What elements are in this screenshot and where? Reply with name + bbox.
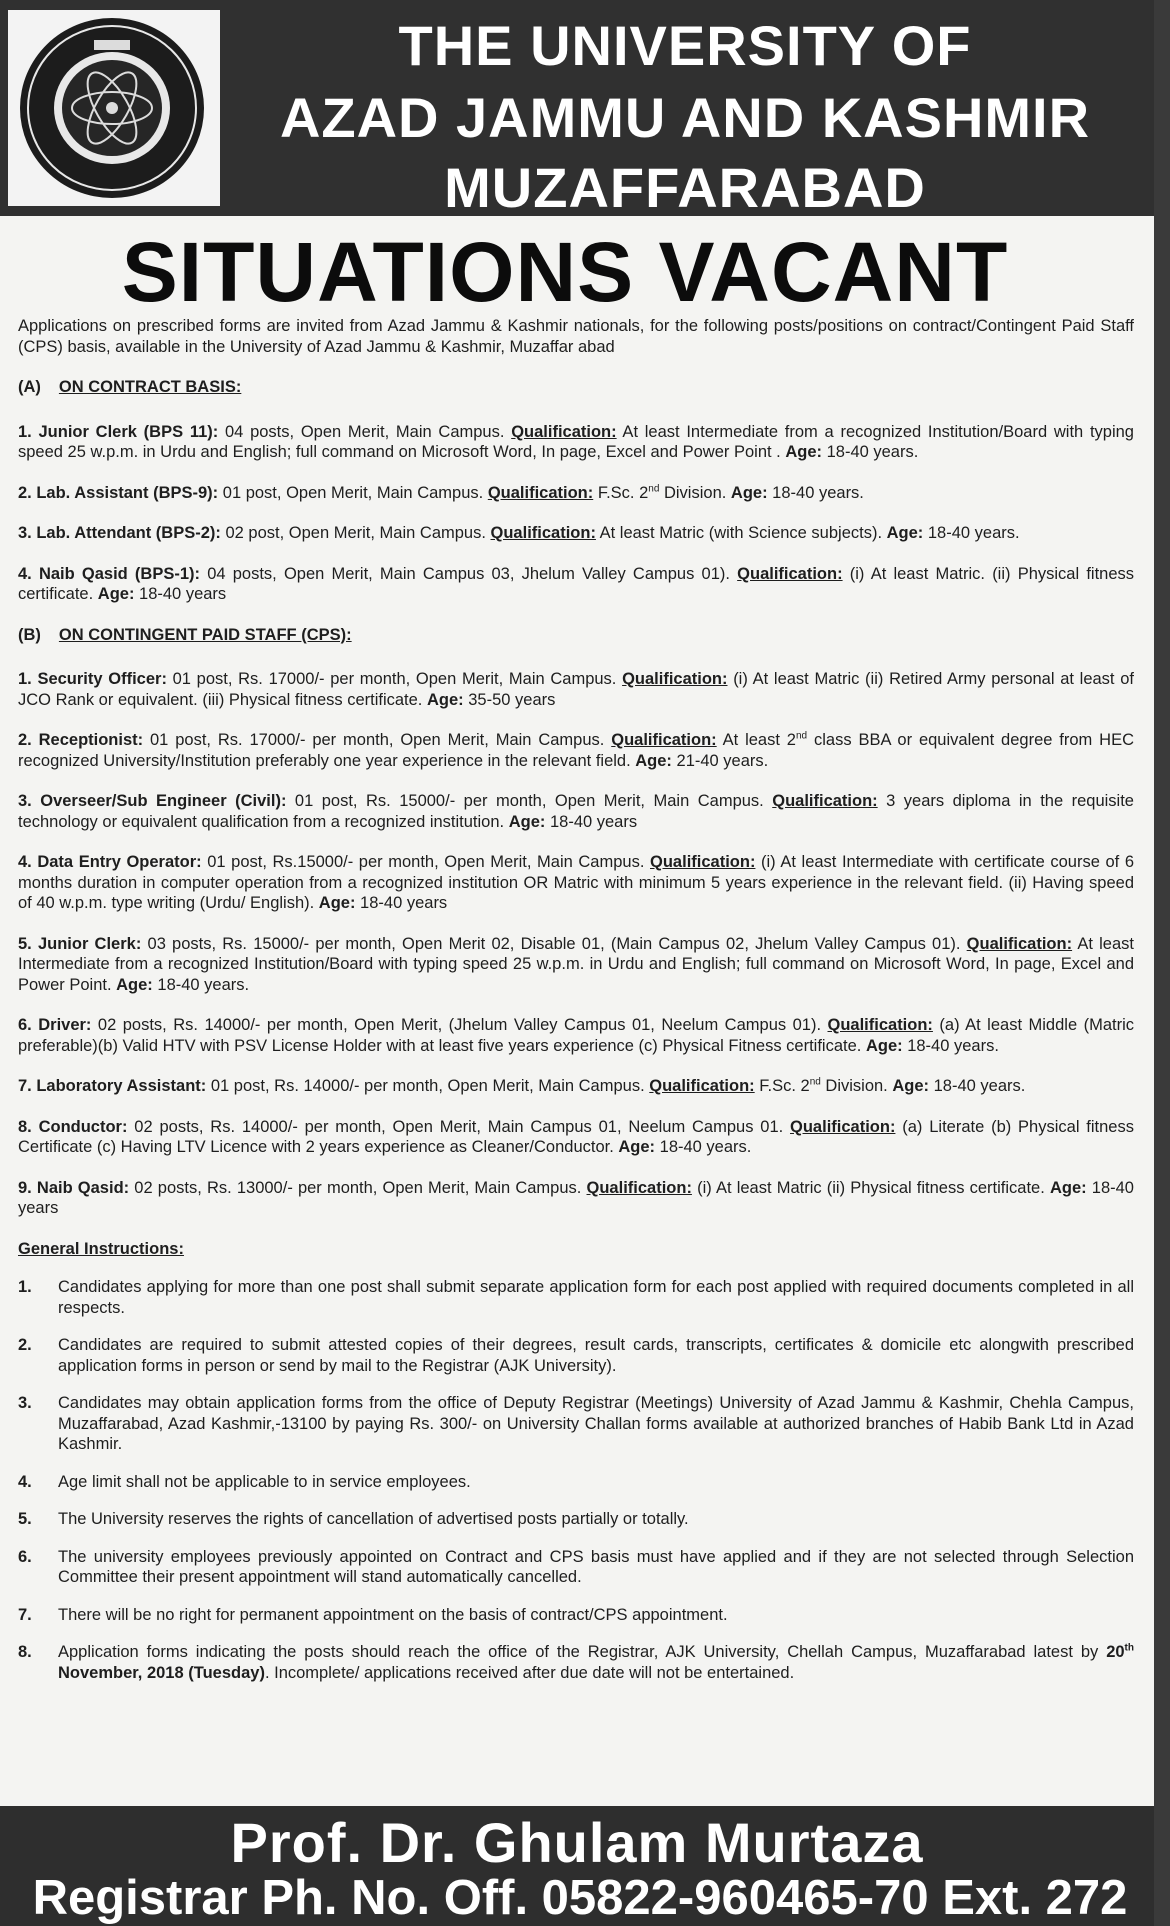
post-title: 1. Security Officer: [18, 670, 167, 688]
instruction-number: 1. [18, 1278, 32, 1296]
post-title: 9. Naib Qasid: [18, 1178, 130, 1197]
contract-post-item [18, 523, 1134, 544]
instruction-text: The university employees previously appointed on Contract and CPS basis must have applied and if they are not selected through Selection Committee their present appointment will stand automatically cancelled. [58, 1547, 1134, 1586]
instruction-text-post: . Incomplete/ applications received after due date will not be entertained. [264, 1663, 795, 1682]
page-edge [1154, 0, 1170, 1926]
age-label: Age: [730, 483, 768, 502]
contract-post-item [18, 422, 1134, 463]
header-line-azad-jammu-kashmir: AZAD JAMMU AND KASHMIR [279, 86, 1091, 149]
age-limit: 18-40 years. [152, 975, 250, 994]
post-details: 01 post, Rs. 17000/- per month, Open Merit, Main Campus. [143, 731, 612, 749]
post-details: 02 posts, Rs. 13000/- per month, Open Merit, Main Campus. [129, 1178, 587, 1197]
qualification-label: Qualification: [966, 934, 1073, 953]
post-title: 2. Lab. Assistant (BPS-9): [18, 483, 219, 502]
post-title: 5. Junior Clerk: [18, 934, 142, 953]
intro-paragraph: Applications on prescribed forms are invited from Azad Jammu & Kashmir nationals, for the following posts/positions on contract/Contingent Paid Staff (CPS) basis, available in the University of Azad Jammu & Kashmir, Muzaffar abad [18, 317, 1134, 356]
contract-post-item [18, 483, 1134, 504]
qualification-label: Qualification: [511, 422, 617, 441]
post-title: 4. Naib Qasid (BPS-1): [18, 564, 201, 583]
page-title: SITUATIONS VACANT [121, 225, 1009, 319]
qualification-text: (i) At least Matric (ii) Retired Army personal at least of JCO Rank or equivalent. (iii) Physical fitness certificate. [18, 670, 1134, 709]
qualification-text: At least 2nd class BBA or equivalent degree from HEC recognized University/Institution preferably one year experience in the relevant field. [18, 730, 1134, 770]
header-banner [0, 0, 1154, 219]
section-a-label: (A) [18, 378, 41, 396]
qualification-label: Qualification: [490, 524, 596, 542]
qualification-label: Qualification: [487, 483, 594, 502]
qualification-text: F.Sc. 2nd Division. [754, 1076, 893, 1095]
instruction-item [18, 1605, 1134, 1626]
university-logo [8, 10, 220, 206]
age-limit: 18-40 years [134, 585, 227, 603]
age-limit: 18-40 years [355, 894, 448, 912]
age-label: Age: [116, 975, 153, 994]
instruction-text: Candidates may obtain application forms from the office of Deputy Registrar (Meetings) University of Azad Jammu & Kashmir, Chehla Campus, Muzaffarabad, Azad Kashmir,-13100 by paying Rs. 300/- on University Challan forms available at authorized branches of Habib Bank Ltd in Azad Kashmir. [58, 1394, 1134, 1453]
age-label: Age: [426, 690, 464, 709]
section-b-title: ON CONTINGENT PAID STAFF (CPS): [58, 625, 352, 644]
qualification-label: Qualification: [649, 1077, 755, 1095]
post-title: 2. Receptionist: [18, 731, 144, 749]
post-title: 7. Laboratory Assistant: [18, 1077, 207, 1095]
qualification-label: Qualification: [737, 564, 843, 583]
qualification-label: Qualification: [611, 731, 717, 749]
instruction-text: The University reserves the rights of cancellation of advertised posts partially or totally. [58, 1510, 689, 1528]
instruction-text: Candidates are required to submit attested copies of their degrees, result cards, transcripts, certificates & domicile etc alongwith prescribed application forms in person or send by mail to the Registrar (AJK University). [58, 1336, 1134, 1375]
university-seal-icon [8, 10, 220, 206]
age-limit: 18-40 years. [902, 1036, 999, 1055]
general-instructions-heading: General Instructions: [18, 1239, 184, 1258]
post-details: 01 post, Open Merit, Main Campus. [218, 483, 488, 502]
post-details: 03 posts, Rs. 15000/- per month, Open Merit 02, Disable 01, (Main Campus 02, Jhelum Valley Campus 01). [141, 934, 967, 953]
instruction-number: 7. [18, 1605, 32, 1624]
instruction-number: 2. [18, 1336, 32, 1354]
post-details: 02 posts, Rs. 14000/- per month, Open Merit, (Jhelum Valley Campus 01, Neelum Campus 01). [91, 1016, 828, 1034]
instruction-item [18, 1277, 1134, 1318]
instruction-item [18, 1547, 1134, 1588]
age-label: Age: [886, 524, 924, 542]
section-a-title: ON CONTRACT BASIS: [58, 378, 242, 396]
age-limit: 18-40 years. [655, 1138, 752, 1156]
post-details: 01 post, Rs.15000/- per month, Open Merit, Main Campus. [201, 853, 651, 871]
instruction-item [18, 1472, 1134, 1493]
instruction-text [58, 1642, 1134, 1683]
post-details: 04 posts, Open Merit, Main Campus. [218, 422, 512, 441]
post-details: 01 post, Rs. 15000/- per month, Open Merit, Main Campus. [286, 792, 773, 810]
age-limit: 18-40 years. [767, 483, 864, 502]
post-details: 02 post, Open Merit, Main Campus. [220, 524, 491, 542]
qualification-label: Qualification: [772, 792, 878, 810]
registrar-contact: Registrar Ph. No. Off. 05822-960465-70 Ext. 272 [32, 1871, 1128, 1925]
post-title: 3. Overseer/Sub Engineer (Civil): [18, 792, 287, 810]
age-label: Age: [865, 1036, 903, 1055]
post-details: 02 posts, Rs. 14000/- per month, Open Merit, Main Campus 01, Neelum Campus 01. [127, 1117, 791, 1136]
instruction-text-pre: Application forms indicating the posts should reach the office of the Registrar, AJK University, Chellah Campus, Muzaffarabad latest by [58, 1643, 1107, 1661]
qualification-label: Qualification: [650, 853, 756, 871]
age-label: Age: [618, 1138, 656, 1156]
footer-banner [0, 1806, 1154, 1926]
instruction-text: Age limit shall not be applicable to in service employees. [58, 1472, 471, 1491]
qualification-text: (i) At least Matric (ii) Physical fitness certificate. [691, 1178, 1050, 1197]
cps-post-item [18, 934, 1134, 996]
cps-post-item [18, 1178, 1134, 1219]
age-label: Age: [785, 443, 823, 461]
age-limit: 18-40 years. [929, 1077, 1026, 1095]
age-limit: 18-40 years. [822, 443, 919, 461]
instruction-item [18, 1393, 1134, 1455]
contract-post-item [18, 564, 1134, 605]
section-b-heading [18, 625, 1134, 646]
post-title: 1. Junior Clerk (BPS 11): [18, 422, 219, 441]
qualification-text: 3 years diploma in the requisite technology or equivalent qualification from a recognized institution. [18, 792, 1134, 831]
age-label: Age: [635, 751, 672, 770]
advert-body [18, 316, 1134, 1700]
instruction-number: 3. [18, 1394, 32, 1412]
cps-post-item [18, 1117, 1134, 1158]
post-title: 6. Driver: [18, 1016, 92, 1034]
age-label: Age: [97, 585, 135, 603]
qualification-text: F.Sc. 2nd Division. [593, 483, 731, 502]
cps-post-item [18, 852, 1134, 914]
instruction-item [18, 1335, 1134, 1376]
qualification-text: (a) Literate (b) Physical fitness Certificate (c) Having LTV Licence with 2 years experience as Cleaner/Conductor. [18, 1117, 1134, 1156]
age-limit: 18-40 years [545, 812, 638, 831]
instruction-text: Candidates applying for more than one post shall submit separate application form for each post applied with required documents completed in all respects. [58, 1278, 1134, 1317]
header-line-muzaffarabad: MUZAFFARABAD [444, 156, 926, 219]
post-title: 8. Conductor: [18, 1117, 128, 1136]
qualification-text: At least Matric (with Science subjects). [595, 524, 887, 542]
instruction-number: 6. [18, 1547, 32, 1566]
age-label: Age: [318, 894, 356, 912]
cps-post-item [18, 1015, 1134, 1056]
age-label: Age: [508, 812, 546, 831]
post-title: 3. Lab. Attendant (BPS-2): [18, 524, 221, 542]
qualification-label: Qualification: [586, 1178, 692, 1197]
post-details: 04 posts, Open Merit, Main Campus 03, Jhelum Valley Campus 01). [200, 564, 738, 583]
post-title: 4. Data Entry Operator: [18, 853, 202, 871]
contract-posts-list [18, 422, 1134, 605]
post-details: 01 post, Rs. 14000/- per month, Open Merit, Main Campus. [206, 1077, 650, 1095]
cps-posts-list [18, 669, 1134, 1219]
registrar-name: Prof. Dr. Ghulam Murtaza [230, 1811, 924, 1874]
qualification-text: (i) At least Matric. (ii) Physical fitness certificate. [18, 564, 1135, 603]
deadline-date: 20th November, 2018 (Tuesday) [58, 1642, 1134, 1682]
post-details: 01 post, Rs. 17000/- per month, Open Merit, Main Campus. [166, 670, 623, 688]
cps-post-item [18, 730, 1134, 771]
age-limit: 18-40 years [18, 1178, 1134, 1217]
instruction-number: 5. [18, 1510, 32, 1528]
qualification-label: Qualification: [827, 1016, 933, 1034]
age-label: Age: [1049, 1178, 1087, 1197]
cps-post-item [18, 669, 1134, 710]
qualification-label: Qualification: [622, 670, 728, 688]
age-limit: 35-50 years [463, 690, 556, 709]
instruction-item [18, 1509, 1134, 1530]
instruction-number: 4. [18, 1472, 32, 1491]
age-limit: 18-40 years. [923, 524, 1020, 542]
qualification-text: (a) At least Middle (Matric preferable)(b) Valid HTV with PSV License Holder with at least five years experience (c) Physical Fitness certificate. [18, 1016, 1134, 1055]
qualification-text: (i) At least Intermediate with certificate course of 6 months duration in computer operation from a recognized institution OR Matric with minimum 5 years experience in the relevant field. (ii) Having speed of 40 w.p.m. type writing (Urdu/ English). [18, 853, 1135, 912]
instruction-text: There will be no right for permanent appointment on the basis of contract/CPS appointment. [58, 1605, 728, 1624]
cps-post-item [18, 791, 1134, 832]
qualification-text: At least Intermediate from a recognized Institution/Board with typing speed 25 w.p.m. in Urdu and English; full command on Microsoft Word, In page, Excel and Power Point . [18, 422, 1134, 461]
age-limit: 21-40 years. [671, 751, 769, 770]
instruction-item [18, 1642, 1134, 1683]
instructions-list [18, 1277, 1134, 1625]
qualification-text: At least Intermediate from a recognized Institution/Board with typing speed 25 w.p.m. in Urdu and English; full command on Microsoft Word, In page, Excel and Power Point. [18, 934, 1134, 994]
section-b-label: (B) [18, 625, 41, 644]
instruction-number: 8. [18, 1643, 32, 1661]
cps-post-item [18, 1076, 1134, 1097]
section-a-heading [18, 377, 1134, 398]
qualification-label: Qualification: [790, 1117, 896, 1136]
age-label: Age: [892, 1077, 930, 1095]
header-line-university: THE UNIVERSITY OF [398, 14, 972, 77]
